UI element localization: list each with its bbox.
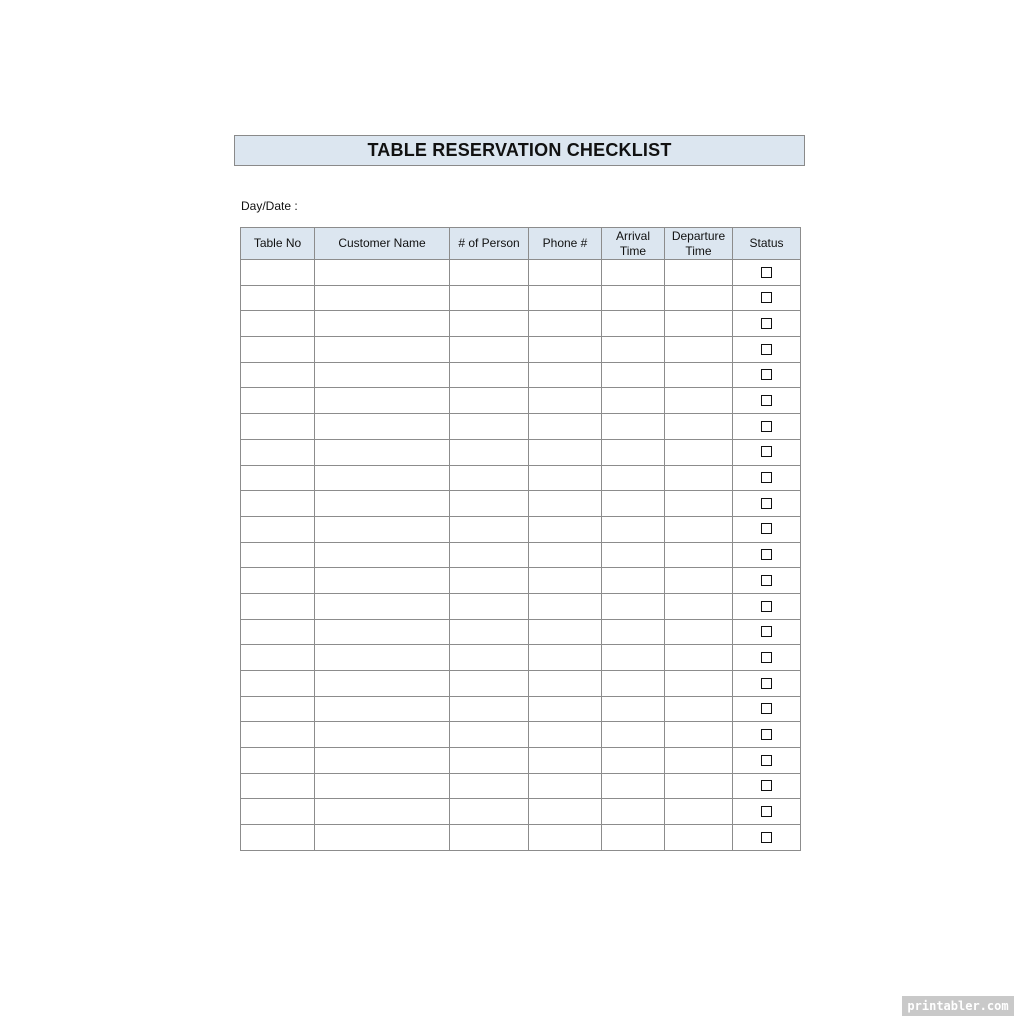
table-no-cell[interactable] <box>241 748 315 774</box>
customer-name-cell[interactable] <box>315 362 450 388</box>
column-header-label: Departure <box>671 228 726 243</box>
person-count-cell[interactable] <box>450 362 529 388</box>
departure-time-cell[interactable] <box>665 773 733 799</box>
person-count-cell[interactable] <box>450 773 529 799</box>
table-row <box>241 799 801 825</box>
checkbox-icon[interactable] <box>761 575 772 586</box>
person-count-cell[interactable] <box>450 542 529 568</box>
table-no-cell[interactable] <box>241 285 315 311</box>
status-cell <box>733 465 801 491</box>
column-header-label: Arrival <box>615 228 650 243</box>
person-count-cell[interactable] <box>450 825 529 851</box>
status-cell <box>733 337 801 363</box>
column-header-label: # of Person <box>458 236 520 250</box>
checkbox-icon[interactable] <box>761 780 772 791</box>
arrival-time-cell[interactable] <box>602 388 665 414</box>
checkbox-icon[interactable] <box>761 267 772 278</box>
table-row <box>241 491 801 517</box>
checkbox-icon[interactable] <box>761 523 772 534</box>
table-no-cell[interactable] <box>241 593 315 619</box>
departure-time-cell[interactable] <box>665 671 733 697</box>
customer-name-cell[interactable] <box>315 491 450 517</box>
arrival-time-cell[interactable] <box>602 825 665 851</box>
status-cell <box>733 516 801 542</box>
departure-time-cell[interactable] <box>665 722 733 748</box>
departure-time-cell[interactable] <box>665 439 733 465</box>
departure-time-cell[interactable] <box>665 260 733 286</box>
person-count-cell[interactable] <box>450 491 529 517</box>
arrival-time-cell[interactable] <box>602 311 665 337</box>
column-header-number-of-person <box>450 228 529 260</box>
departure-time-cell[interactable] <box>665 388 733 414</box>
column-header-label: Status <box>749 236 784 250</box>
status-cell <box>733 722 801 748</box>
table-row <box>241 568 801 594</box>
checkbox-icon[interactable] <box>761 678 772 689</box>
person-count-cell[interactable] <box>450 619 529 645</box>
arrival-time-cell[interactable] <box>602 542 665 568</box>
status-cell <box>733 260 801 286</box>
status-cell <box>733 414 801 440</box>
phone-cell[interactable] <box>529 491 602 517</box>
arrival-time-cell[interactable] <box>602 491 665 517</box>
table-row <box>241 542 801 568</box>
customer-name-cell[interactable] <box>315 645 450 671</box>
table-row <box>241 671 801 697</box>
table-row <box>241 748 801 774</box>
arrival-time-cell[interactable] <box>602 645 665 671</box>
table-no-cell[interactable] <box>241 645 315 671</box>
table-no-cell[interactable] <box>241 414 315 440</box>
column-header-arrival-time <box>602 228 665 260</box>
table-row <box>241 337 801 363</box>
table-no-cell[interactable] <box>241 491 315 517</box>
person-count-cell[interactable] <box>450 285 529 311</box>
table-row <box>241 696 801 722</box>
arrival-time-cell[interactable] <box>602 799 665 825</box>
customer-name-cell[interactable] <box>315 337 450 363</box>
column-header-label: Phone # <box>542 236 588 250</box>
checkbox-icon[interactable] <box>761 446 772 457</box>
status-cell <box>733 388 801 414</box>
checkbox-icon[interactable] <box>761 421 772 432</box>
table-no-cell[interactable] <box>241 542 315 568</box>
status-cell <box>733 748 801 774</box>
column-header-label-line2: Time <box>619 243 647 258</box>
arrival-time-cell[interactable] <box>602 285 665 311</box>
customer-name-cell[interactable] <box>315 619 450 645</box>
reservation-table <box>240 227 801 851</box>
person-count-cell[interactable] <box>450 696 529 722</box>
departure-time-cell[interactable] <box>665 491 733 517</box>
departure-time-cell[interactable] <box>665 645 733 671</box>
phone-cell[interactable] <box>529 388 602 414</box>
phone-cell[interactable] <box>529 414 602 440</box>
arrival-time-cell[interactable] <box>602 593 665 619</box>
table-row <box>241 465 801 491</box>
phone-cell[interactable] <box>529 362 602 388</box>
column-header-label: Table No <box>253 236 302 250</box>
phone-cell[interactable] <box>529 568 602 594</box>
phone-cell[interactable] <box>529 619 602 645</box>
table-row <box>241 311 801 337</box>
person-count-cell[interactable] <box>450 260 529 286</box>
customer-name-cell[interactable] <box>315 568 450 594</box>
person-count-cell[interactable] <box>450 799 529 825</box>
table-no-cell[interactable] <box>241 260 315 286</box>
checkbox-icon[interactable] <box>761 549 772 560</box>
customer-name-cell[interactable] <box>315 516 450 542</box>
phone-cell[interactable] <box>529 671 602 697</box>
person-count-cell[interactable] <box>450 465 529 491</box>
table-no-cell[interactable] <box>241 619 315 645</box>
checkbox-icon[interactable] <box>761 703 772 714</box>
table-row <box>241 825 801 851</box>
departure-time-cell[interactable] <box>665 516 733 542</box>
customer-name-cell[interactable] <box>315 748 450 774</box>
table-row <box>241 285 801 311</box>
checkbox-icon[interactable] <box>761 292 772 303</box>
departure-time-cell[interactable] <box>665 362 733 388</box>
arrival-time-cell[interactable] <box>602 414 665 440</box>
customer-name-cell[interactable] <box>315 388 450 414</box>
table-no-cell[interactable] <box>241 439 315 465</box>
arrival-time-cell[interactable] <box>602 337 665 363</box>
status-cell <box>733 773 801 799</box>
departure-time-cell[interactable] <box>665 619 733 645</box>
status-cell <box>733 593 801 619</box>
customer-name-cell[interactable] <box>315 593 450 619</box>
table-no-cell[interactable] <box>241 799 315 825</box>
table-row <box>241 593 801 619</box>
table-no-cell[interactable] <box>241 362 315 388</box>
status-cell <box>733 671 801 697</box>
arrival-time-cell[interactable] <box>602 439 665 465</box>
table-row <box>241 516 801 542</box>
customer-name-cell[interactable] <box>315 311 450 337</box>
arrival-time-cell[interactable] <box>602 619 665 645</box>
column-header-status <box>733 228 801 260</box>
arrival-time-cell[interactable] <box>602 748 665 774</box>
status-cell <box>733 619 801 645</box>
phone-cell[interactable] <box>529 439 602 465</box>
checkbox-icon[interactable] <box>761 626 772 637</box>
table-row <box>241 645 801 671</box>
table-no-cell[interactable] <box>241 388 315 414</box>
day-date-label: Day/Date : <box>241 199 298 213</box>
person-count-cell[interactable] <box>450 337 529 363</box>
departure-time-cell[interactable] <box>665 799 733 825</box>
phone-cell[interactable] <box>529 645 602 671</box>
table-no-cell[interactable] <box>241 311 315 337</box>
customer-name-cell[interactable] <box>315 542 450 568</box>
phone-cell[interactable] <box>529 311 602 337</box>
arrival-time-cell[interactable] <box>602 465 665 491</box>
table-no-cell[interactable] <box>241 337 315 363</box>
table-row <box>241 414 801 440</box>
phone-cell[interactable] <box>529 799 602 825</box>
status-cell <box>733 696 801 722</box>
phone-cell[interactable] <box>529 337 602 363</box>
customer-name-cell[interactable] <box>315 260 450 286</box>
departure-time-cell[interactable] <box>665 311 733 337</box>
customer-name-cell[interactable] <box>315 414 450 440</box>
customer-name-cell[interactable] <box>315 799 450 825</box>
checkbox-icon[interactable] <box>761 806 772 817</box>
customer-name-cell[interactable] <box>315 285 450 311</box>
status-cell <box>733 311 801 337</box>
column-header-label: Customer Name <box>338 236 426 250</box>
arrival-time-cell[interactable] <box>602 722 665 748</box>
person-count-cell[interactable] <box>450 439 529 465</box>
status-cell <box>733 439 801 465</box>
person-count-cell[interactable] <box>450 388 529 414</box>
table-no-cell[interactable] <box>241 465 315 491</box>
checkbox-icon[interactable] <box>761 729 772 740</box>
arrival-time-cell[interactable] <box>602 568 665 594</box>
customer-name-cell[interactable] <box>315 696 450 722</box>
page-title: TABLE RESERVATION CHECKLIST <box>367 140 672 160</box>
table-no-cell[interactable] <box>241 696 315 722</box>
table-row <box>241 362 801 388</box>
status-cell <box>733 285 801 311</box>
person-count-cell[interactable] <box>450 568 529 594</box>
table-no-cell[interactable] <box>241 722 315 748</box>
status-cell <box>733 825 801 851</box>
arrival-time-cell[interactable] <box>602 362 665 388</box>
phone-cell[interactable] <box>529 285 602 311</box>
departure-time-cell[interactable] <box>665 465 733 491</box>
checkbox-icon[interactable] <box>761 601 772 612</box>
status-cell <box>733 491 801 517</box>
table-row <box>241 722 801 748</box>
status-cell <box>733 799 801 825</box>
table-row <box>241 260 801 286</box>
table-row <box>241 773 801 799</box>
departure-time-cell[interactable] <box>665 825 733 851</box>
checkbox-icon[interactable] <box>761 472 772 483</box>
departure-time-cell[interactable] <box>665 337 733 363</box>
title-banner <box>234 135 805 166</box>
table-row <box>241 388 801 414</box>
person-count-cell[interactable] <box>450 414 529 440</box>
status-cell <box>733 362 801 388</box>
table-no-cell[interactable] <box>241 516 315 542</box>
departure-time-cell[interactable] <box>665 285 733 311</box>
phone-cell[interactable] <box>529 773 602 799</box>
checkbox-icon[interactable] <box>761 832 772 843</box>
departure-time-cell[interactable] <box>665 748 733 774</box>
checkbox-icon[interactable] <box>761 755 772 766</box>
checkbox-icon[interactable] <box>761 318 772 329</box>
person-count-cell[interactable] <box>450 311 529 337</box>
table-no-cell[interactable] <box>241 773 315 799</box>
customer-name-cell[interactable] <box>315 825 450 851</box>
watermark: printabler.com <box>902 996 1014 1016</box>
person-count-cell[interactable] <box>450 593 529 619</box>
arrival-time-cell[interactable] <box>602 671 665 697</box>
phone-cell[interactable] <box>529 722 602 748</box>
phone-cell[interactable] <box>529 748 602 774</box>
departure-time-cell[interactable] <box>665 568 733 594</box>
phone-cell[interactable] <box>529 593 602 619</box>
departure-time-cell[interactable] <box>665 593 733 619</box>
phone-cell[interactable] <box>529 696 602 722</box>
arrival-time-cell[interactable] <box>602 516 665 542</box>
checkbox-icon[interactable] <box>761 395 772 406</box>
checkbox-icon[interactable] <box>761 652 772 663</box>
phone-cell[interactable] <box>529 465 602 491</box>
status-cell <box>733 645 801 671</box>
customer-name-cell[interactable] <box>315 439 450 465</box>
column-header-departure-time <box>665 228 733 260</box>
status-cell <box>733 542 801 568</box>
person-count-cell[interactable] <box>450 671 529 697</box>
person-count-cell[interactable] <box>450 645 529 671</box>
checkbox-icon[interactable] <box>761 498 772 509</box>
phone-cell[interactable] <box>529 825 602 851</box>
customer-name-cell[interactable] <box>315 465 450 491</box>
departure-time-cell[interactable] <box>665 696 733 722</box>
table-no-cell[interactable] <box>241 671 315 697</box>
checkbox-icon[interactable] <box>761 369 772 380</box>
column-header-label-line2: Time <box>685 243 712 258</box>
departure-time-cell[interactable] <box>665 414 733 440</box>
table-no-cell[interactable] <box>241 825 315 851</box>
phone-cell[interactable] <box>529 260 602 286</box>
customer-name-cell[interactable] <box>315 722 450 748</box>
table-no-cell[interactable] <box>241 568 315 594</box>
checkbox-icon[interactable] <box>761 344 772 355</box>
arrival-time-cell[interactable] <box>602 260 665 286</box>
customer-name-cell[interactable] <box>315 773 450 799</box>
table-header-row <box>241 228 801 260</box>
status-cell <box>733 568 801 594</box>
departure-time-cell[interactable] <box>665 542 733 568</box>
phone-cell[interactable] <box>529 542 602 568</box>
person-count-cell[interactable] <box>450 516 529 542</box>
arrival-time-cell[interactable] <box>602 696 665 722</box>
column-header-customer-name <box>315 228 450 260</box>
person-count-cell[interactable] <box>450 722 529 748</box>
phone-cell[interactable] <box>529 516 602 542</box>
person-count-cell[interactable] <box>450 748 529 774</box>
table-row <box>241 619 801 645</box>
column-header-table-no <box>241 228 315 260</box>
table-row <box>241 439 801 465</box>
customer-name-cell[interactable] <box>315 671 450 697</box>
column-header-phone <box>529 228 602 260</box>
table-body <box>241 260 801 851</box>
arrival-time-cell[interactable] <box>602 773 665 799</box>
